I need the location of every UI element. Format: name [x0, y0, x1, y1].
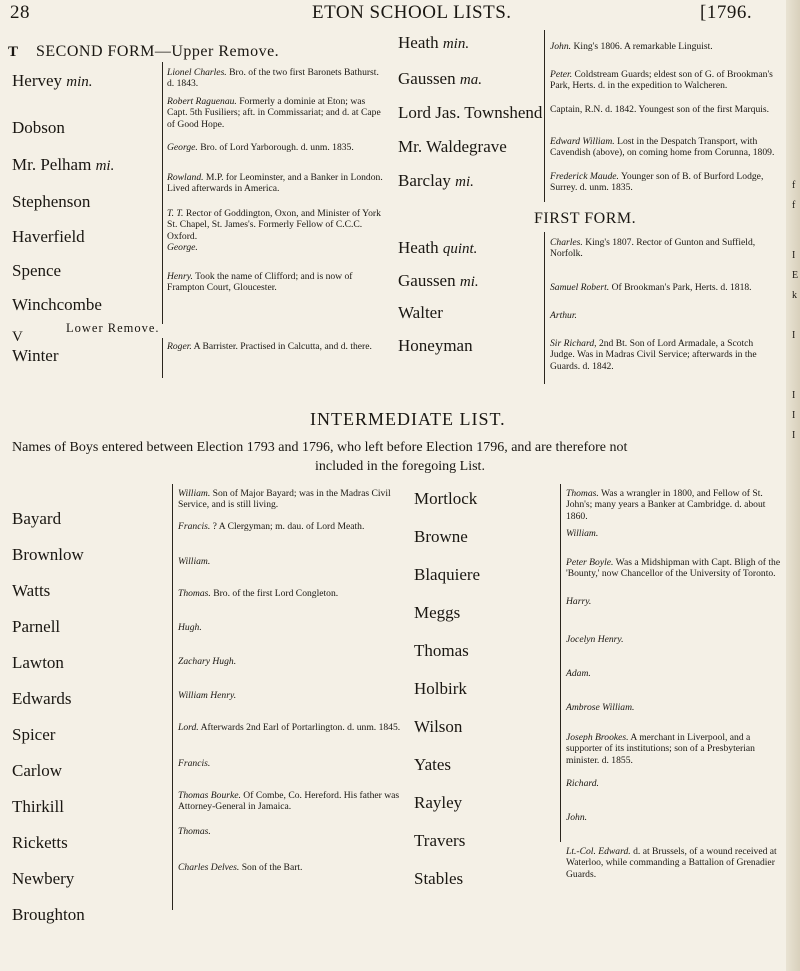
note: George.	[167, 242, 198, 253]
edge-mark: I	[792, 410, 796, 421]
boy-name: Winter	[12, 346, 59, 365]
boy-name: Walter	[398, 303, 443, 322]
note: Thomas. Was a wrangler in 1800, and Fellow of St. John's; many years a Banker at Cambridge. d. about 1860.	[566, 488, 766, 522]
note: William.	[178, 556, 211, 567]
note: Peter Boyle. Was a Midshipman with Capt. Bligh of the 'Bounty,' now Chancellor of the University of Toronto.	[566, 557, 781, 580]
boy-name: Yates	[414, 755, 452, 774]
note: Thomas. Bro. of the first Lord Congleton.	[178, 588, 339, 599]
note: Harry.	[566, 596, 592, 607]
boy-name: Thirkill	[12, 797, 64, 816]
note: Robert Raguenau. Formerly a dominie at Eton; was Capt. 5th Fusiliers; aft. in Commissariat; and d. at Cape of Good Hope.	[167, 96, 381, 130]
edge-mark: I	[792, 430, 796, 441]
note: William.	[566, 528, 599, 539]
edge-mark: I	[792, 330, 796, 341]
running-title: ETON SCHOOL LISTS.	[312, 2, 512, 23]
page-number: 28	[10, 2, 30, 23]
boy-name: Newbery	[12, 869, 75, 888]
edge-mark: I	[792, 390, 796, 401]
note: Frederick Maude. Younger son of B. of Burford Lodge, Surrey. d. unm. 1835.	[550, 171, 764, 194]
note: Charles Delves. Son of the Bart.	[178, 862, 303, 873]
note: Jocelyn Henry.	[566, 634, 624, 645]
note: Peter. Coldstream Guards; eldest son of G. of Brookman's Park, Herts. d. in the expedition to Walcheren.	[550, 69, 773, 92]
intro-line-2: included in the foregoing List.	[315, 459, 485, 474]
note: John. King's 1806. A remarkable Linguist.	[550, 41, 713, 52]
boy-name: Mr. Pelham mi.	[12, 155, 115, 174]
boy-name: Haverfield	[12, 227, 85, 246]
boy-name: Thomas	[414, 641, 469, 660]
boy-name: Winchcombe	[12, 295, 102, 314]
boy-name: Blaquiere	[414, 565, 481, 584]
first-form-heading: FIRST FORM.	[534, 210, 637, 227]
note: Edward William. Lost in the Despatch Transport, with Cavendish (above), on coming home from Corunna, 1809.	[550, 136, 775, 159]
boy-name: Spence	[12, 261, 62, 280]
edge-mark: I	[792, 250, 796, 261]
boy-name: Dobson	[12, 118, 65, 137]
boy-name: Hervey min.	[12, 71, 93, 90]
boy-name: Parnell	[12, 617, 61, 636]
boy-name: Lord Jas. Townshend	[398, 103, 543, 122]
note: Zachary Hugh.	[178, 656, 237, 667]
note: Roger. A Barrister. Practised in Calcutta, and d. there.	[167, 341, 372, 352]
note: Ambrose William.	[566, 702, 635, 713]
edge-mark: f	[792, 200, 796, 211]
note: Francis.	[178, 758, 211, 769]
note: William. Son of Major Bayard; was in the Madras Civil Service, and is still living.	[178, 488, 391, 511]
note: Hugh.	[178, 622, 202, 633]
note: Charles. King's 1807. Rector of Gunton and Suffield, Norfolk.	[550, 237, 756, 260]
boy-name: Holbirk	[414, 679, 467, 698]
note: T. T. Rector of Goddington, Oxon, and Minister of York St. Chapel, St. James's. Formerly Fellow of C.C.C. Oxford.	[167, 208, 381, 242]
note: George. Bro. of Lord Yarborough. d. unm. 1835.	[167, 142, 354, 153]
note: Lt.-Col. Edward. d. at Brussels, of a wound received at Waterloo, while commanding a Battalion of Grenadier Guards.	[566, 846, 777, 880]
boy-name: Barclay mi.	[398, 171, 474, 190]
note: Richard.	[566, 778, 599, 789]
boy-name: Edwards	[12, 689, 72, 708]
boy-name: Meggs	[414, 603, 461, 622]
boy-name: Ricketts	[12, 833, 68, 852]
note: Sir Richard, 2nd Bt. Son of Lord Armadale, a Scotch Judge. Was in Madras Civil Service; afterwards in the Guards. d. 1842.	[550, 338, 757, 372]
boy-name: Broughton	[12, 905, 85, 924]
note: Thomas Bourke. Of Combe, Co. Hereford. His father was Attorney-General in Jamaica.	[178, 790, 400, 813]
intermediate-heading: INTERMEDIATE LIST.	[310, 409, 506, 429]
edge-mark: E	[792, 270, 799, 281]
note: Thomas.	[178, 826, 211, 837]
note: Adam.	[566, 668, 591, 679]
note: Henry. Took the name of Clifford; and is now of Frampton Court, Gloucester.	[167, 271, 353, 294]
note: Samuel Robert. Of Brookman's Park, Herts. d. 1818.	[550, 282, 752, 293]
note: Francis. ? A Clergyman; m. dau. of Lord Meath.	[178, 521, 365, 532]
boy-name: Browne	[414, 527, 468, 546]
boy-name: Watts	[12, 581, 51, 600]
boy-prefix: V	[12, 329, 23, 345]
boy-name: Stephenson	[12, 192, 91, 211]
boy-name: Stables	[414, 869, 464, 888]
boy-name: Travers	[414, 831, 466, 850]
boy-name: Rayley	[414, 793, 463, 812]
boy-name: Wilson	[414, 717, 463, 736]
second-form-heading: SECOND FORM—Upper Remove.	[36, 43, 280, 60]
note: Joseph Brookes. A merchant in Liverpool, and a supporter of its institutions; son of a Presbyterian minister. d. 1855.	[566, 732, 755, 766]
boy-name: Bayard	[12, 509, 62, 528]
lower-remove-heading: Lower Remove.	[66, 321, 160, 335]
boy-name: Lawton	[12, 653, 64, 672]
note: Rowland. M.P. for Leominster, and a Banker in London. Lived afterwards in America.	[167, 172, 383, 195]
page-year: [1796.	[700, 2, 753, 23]
boy-name: Mr. Waldegrave	[398, 137, 507, 156]
note: Lionel Charles. Bro. of the two first Baronets Bathurst. d. 1843.	[167, 67, 379, 90]
edge-mark: f	[792, 180, 796, 191]
boy-name: Mortlock	[414, 489, 478, 508]
boy-name: Heath quint.	[398, 238, 478, 257]
note: John.	[566, 812, 588, 823]
note: Lord. Afterwards 2nd Earl of Portarlington. d. unm. 1845.	[178, 722, 401, 733]
intro-line-1: Names of Boys entered between Election 1793 and 1796, who left before Election 1796, and are therefore not	[12, 440, 628, 455]
boy-name: Carlow	[12, 761, 63, 780]
note: Arthur.	[550, 310, 577, 321]
boy-name: Gaussen mi.	[398, 271, 479, 290]
boy-name: Heath min.	[398, 33, 470, 52]
page-edge	[786, 0, 800, 971]
boy-name: Gaussen ma.	[398, 69, 482, 88]
boy-name: Brownlow	[12, 545, 84, 564]
boy-name: Spicer	[12, 725, 56, 744]
note: Captain, R.N. d. 1842. Youngest son of the first Marquis.	[550, 104, 770, 115]
edge-mark: k	[792, 290, 797, 301]
note: William Henry.	[178, 690, 237, 701]
boy-name: Honeyman	[398, 336, 473, 355]
